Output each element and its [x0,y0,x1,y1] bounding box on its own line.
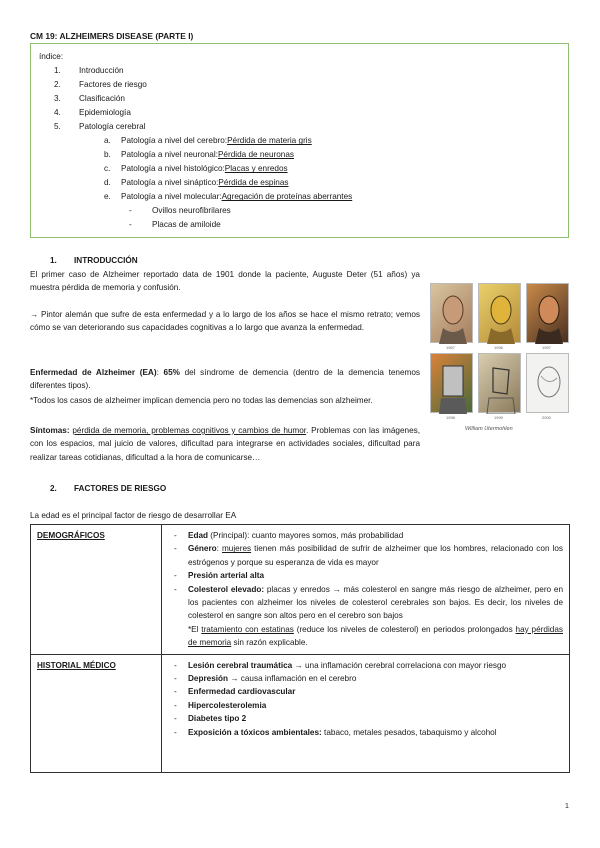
table-row [31,654,570,772]
intro-paragraph-2: → Pintor alemán que sufre de esta enfermedad y a lo largo de los años se hace el mismo retrato; vemos cómo se van deteriorando sus capacidades cognitivas a lo largo que avanza la enfermedad. [30,310,420,333]
list-item: - Diabetes tipo 2 [174,714,247,724]
portrait-image [430,353,473,413]
statin-note: *El tratamiento con estatinas (reduce los niveles de colesterol) en periodos prolongados hay pérdidas de memoria sin razón explicable. [188,624,563,648]
toc-subitem: a. Patología a nivel del cerebro: Pérdida de materia gris [104,136,312,146]
toc-subitem: b. Patología a nivel neuronal: Pérdida de neuronas [104,150,294,160]
list-item: - Colesterol elevado: placas y enredos → más colesterol en sangre más riesgo de alzheimer, pero en los pacientes con alzheimer los niveles de colesterol cerebrales son bajos. Es decir, los niveles de colesterol en sangre son altos pero en el cerebro son bajos [174,584,564,621]
list-item: - Presión arterial alta [174,571,264,581]
toc-leaf: - Placas de amiloide [129,220,221,230]
list-item: - Depresión → causa inflamación en el cerebro [174,674,357,684]
section-heading-factores: 2. FACTORES DE RIESGO [50,484,167,493]
document-title: CM 19: ALZHEIMERS DISEASE (PARTE I) [30,31,194,41]
portrait-image [430,283,473,343]
toc-item: 1. Introducción [54,66,124,76]
toc-item: 2. Factores de riesgo [54,80,147,90]
toc-subitem: d. Patología a nivel sináptico: Pérdida de espinas [104,178,289,188]
portrait-sketch-icon [527,284,570,344]
intro-note: *Todos los casos de alzheimer implican demencia pero no todas las demencias son alzheimer. [30,396,373,405]
portrait-sketch-icon [479,354,522,414]
intro-paragraph-1: El primer caso de Alzheimer reportado data de 1901 donde la paciente, Auguste Deter (51 años) ya muestra pérdida de memoria y confusión. [30,270,420,293]
section-heading-introduccion: 1. INTRODUCCIÓN [50,256,138,265]
list-item: - Género: mujeres tienen más posibilidad de sufrir de alzheimer que los hombres, relacionado con los estrógenos y porque su esperanza de vida es mayor [174,544,563,567]
list-item: - Lesión cerebral traumática → una inflamación cerebral correlaciona con mayor riesgo [174,660,507,670]
toc-subitem: c. Patología a nivel histológico: Placas y enredos [104,164,288,174]
page-number: 1 [565,803,569,810]
portrait-year: 1996 [494,345,503,350]
toc-heading: índice: [39,52,64,61]
portrait-sketch-icon [431,284,474,344]
details-cell [162,654,570,772]
portrait-sketch-icon [527,354,570,414]
portrait-year: 2000 [542,415,551,420]
toc-item: 3. Clasificación [54,94,125,104]
portrait-year: 1997 [542,345,551,350]
risk-intro: La edad es el principal factor de riesgo de desarrollar EA [30,511,237,520]
portrait-year: 1967 [446,345,455,350]
symptoms-paragraph: Síntomas: pérdida de memoria, problemas cognitivos y cambios de humor. Problemas con las imágenes, con los espacios, mal juicio de valores, dificultad para integrarse en actividades sociales, dificultad para realizar tareas cotidianas, dificultad a la hora de comunicarse… [30,426,420,462]
portrait-year: 1998 [446,415,455,420]
portrait-image [526,283,569,343]
portrait-image [526,353,569,413]
portrait-image [478,353,521,413]
toc-item: 4. Epidemiología [54,108,131,118]
intro-paragraph-3: Enfermedad de Alzheimer (EA): 65% del síndrome de demencia (dentro de la demencia tenemos diferentes tipos). [30,368,420,391]
table-row [31,525,570,655]
table-of-contents [30,43,569,238]
category-cell: DEMOGRÁFICOS [31,525,162,655]
toc-item: 5. Patología cerebral [54,122,146,132]
list-item: - Exposición a tóxicos ambientales: tabaco, metales pesados, tabaquismo y alcohol [174,727,497,737]
portrait-year: 1999 [494,415,503,420]
figure-caption: William Utermohlen [465,426,513,432]
toc-leaf: - Ovillos neurofibrilares [129,206,231,216]
portrait-sketch-icon [479,284,522,344]
list-item: - Enfermedad cardiovascular [174,687,296,697]
toc-subitem: e. Patología a nivel molecular: Agregación de proteínas aberrantes [104,192,353,202]
list-item: - Edad (Principal): cuanto mayores somos, más probabilidad [174,531,404,540]
portrait-image [478,283,521,343]
portrait-sketch-icon [431,354,474,414]
risk-factors-table [30,524,570,773]
category-cell: HISTORIAL MÉDICO [31,654,162,772]
list-item: - Hipercolesterolemia [174,700,267,710]
self-portrait-figure [430,283,570,420]
details-cell [162,525,570,655]
